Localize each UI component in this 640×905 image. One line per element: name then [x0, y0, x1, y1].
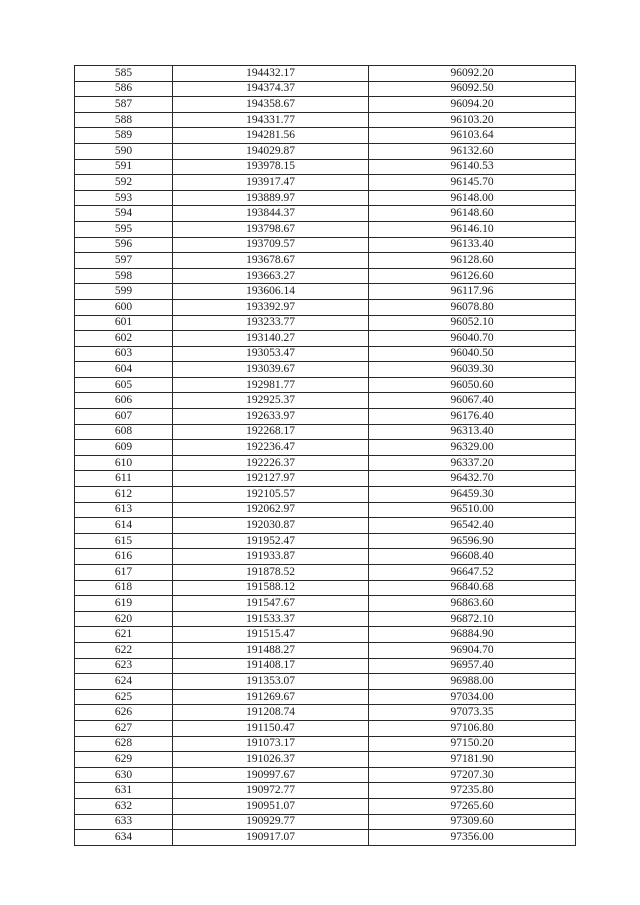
point-number-cell: 614	[75, 518, 173, 534]
table-row	[75, 580, 576, 596]
x-coordinate-cell: 191073.17	[173, 736, 369, 752]
x-coordinate-cell: 194281.56	[173, 128, 369, 144]
point-number-cell: 617	[75, 565, 173, 581]
point-number-cell: 593	[75, 190, 173, 206]
y-coordinate-cell: 96092.20	[369, 66, 576, 82]
point-number-cell: 603	[75, 346, 173, 362]
x-coordinate-cell: 191878.52	[173, 565, 369, 581]
table-row	[75, 689, 576, 705]
x-coordinate-cell: 194432.17	[173, 66, 369, 82]
point-number-cell: 629	[75, 752, 173, 768]
y-coordinate-cell: 96647.52	[369, 565, 576, 581]
table-row	[75, 299, 576, 315]
y-coordinate-cell: 96432.70	[369, 471, 576, 487]
y-coordinate-cell: 96078.80	[369, 299, 576, 315]
x-coordinate-cell: 193798.67	[173, 221, 369, 237]
table-row	[75, 471, 576, 487]
x-coordinate-cell: 191515.47	[173, 627, 369, 643]
y-coordinate-cell: 96596.90	[369, 533, 576, 549]
table-row	[75, 268, 576, 284]
y-coordinate-cell: 96050.60	[369, 377, 576, 393]
table-row	[75, 658, 576, 674]
y-coordinate-cell: 96145.70	[369, 175, 576, 191]
point-number-cell: 595	[75, 221, 173, 237]
point-number-cell: 620	[75, 611, 173, 627]
x-coordinate-cell: 190997.67	[173, 767, 369, 783]
y-coordinate-cell: 96542.40	[369, 518, 576, 534]
x-coordinate-cell: 192633.97	[173, 409, 369, 425]
y-coordinate-cell: 96052.10	[369, 315, 576, 331]
y-coordinate-cell: 96103.20	[369, 112, 576, 128]
x-coordinate-cell: 191588.12	[173, 580, 369, 596]
y-coordinate-cell: 96092.50	[369, 81, 576, 97]
point-number-cell: 618	[75, 580, 173, 596]
point-number-cell: 606	[75, 393, 173, 409]
point-number-cell: 633	[75, 814, 173, 830]
table-row	[75, 175, 576, 191]
x-coordinate-cell: 190972.77	[173, 783, 369, 799]
x-coordinate-cell: 194029.87	[173, 143, 369, 159]
y-coordinate-cell: 96337.20	[369, 455, 576, 471]
point-number-cell: 596	[75, 237, 173, 253]
table-row	[75, 565, 576, 581]
y-coordinate-cell: 96117.96	[369, 284, 576, 300]
x-coordinate-cell: 193917.47	[173, 175, 369, 191]
x-coordinate-cell: 191533.37	[173, 611, 369, 627]
point-number-cell: 594	[75, 206, 173, 222]
y-coordinate-cell: 97235.80	[369, 783, 576, 799]
y-coordinate-cell: 96040.70	[369, 331, 576, 347]
y-coordinate-cell: 96863.60	[369, 596, 576, 612]
point-number-cell: 592	[75, 175, 173, 191]
table-row	[75, 720, 576, 736]
y-coordinate-cell: 96126.60	[369, 268, 576, 284]
point-number-cell: 624	[75, 674, 173, 690]
point-number-cell: 609	[75, 440, 173, 456]
x-coordinate-cell: 194331.77	[173, 112, 369, 128]
x-coordinate-cell: 193233.77	[173, 315, 369, 331]
y-coordinate-cell: 96039.30	[369, 362, 576, 378]
x-coordinate-cell: 191353.07	[173, 674, 369, 690]
y-coordinate-cell: 96094.20	[369, 97, 576, 113]
table-row	[75, 440, 576, 456]
y-coordinate-cell: 96904.70	[369, 642, 576, 658]
x-coordinate-cell: 191952.47	[173, 533, 369, 549]
table-row	[75, 253, 576, 269]
x-coordinate-cell: 192105.57	[173, 487, 369, 503]
x-coordinate-cell: 194374.37	[173, 81, 369, 97]
x-coordinate-cell: 193978.15	[173, 159, 369, 175]
table-row	[75, 362, 576, 378]
point-number-cell: 625	[75, 689, 173, 705]
point-number-cell: 623	[75, 658, 173, 674]
y-coordinate-cell: 96103.64	[369, 128, 576, 144]
table-row	[75, 284, 576, 300]
coordinate-table-body	[75, 66, 576, 846]
point-number-cell: 585	[75, 66, 173, 82]
y-coordinate-cell: 96140.53	[369, 159, 576, 175]
table-row	[75, 221, 576, 237]
point-number-cell: 630	[75, 767, 173, 783]
table-row	[75, 736, 576, 752]
table-row	[75, 315, 576, 331]
table-row	[75, 814, 576, 830]
table-row	[75, 549, 576, 565]
point-number-cell: 627	[75, 720, 173, 736]
y-coordinate-cell: 97181.90	[369, 752, 576, 768]
x-coordinate-cell: 193140.27	[173, 331, 369, 347]
y-coordinate-cell: 97073.35	[369, 705, 576, 721]
table-row	[75, 752, 576, 768]
point-number-cell: 589	[75, 128, 173, 144]
table-row	[75, 611, 576, 627]
point-number-cell: 591	[75, 159, 173, 175]
y-coordinate-cell: 97150.20	[369, 736, 576, 752]
x-coordinate-cell: 192127.97	[173, 471, 369, 487]
table-row	[75, 393, 576, 409]
x-coordinate-cell: 193709.57	[173, 237, 369, 253]
point-number-cell: 607	[75, 409, 173, 425]
x-coordinate-cell: 190951.07	[173, 798, 369, 814]
table-row	[75, 331, 576, 347]
x-coordinate-cell: 191150.47	[173, 720, 369, 736]
point-number-cell: 586	[75, 81, 173, 97]
point-number-cell: 600	[75, 299, 173, 315]
x-coordinate-cell: 191547.67	[173, 596, 369, 612]
y-coordinate-cell: 96132.60	[369, 143, 576, 159]
point-number-cell: 587	[75, 97, 173, 113]
y-coordinate-cell: 96067.40	[369, 393, 576, 409]
table-row	[75, 237, 576, 253]
y-coordinate-cell: 97207.30	[369, 767, 576, 783]
point-number-cell: 622	[75, 642, 173, 658]
x-coordinate-cell: 193889.97	[173, 190, 369, 206]
point-number-cell: 604	[75, 362, 173, 378]
y-coordinate-cell: 97106.80	[369, 720, 576, 736]
x-coordinate-cell: 194358.67	[173, 97, 369, 113]
point-number-cell: 598	[75, 268, 173, 284]
x-coordinate-cell: 192226.37	[173, 455, 369, 471]
table-row	[75, 533, 576, 549]
point-number-cell: 602	[75, 331, 173, 347]
x-coordinate-cell: 191488.27	[173, 642, 369, 658]
x-coordinate-cell: 191269.67	[173, 689, 369, 705]
point-number-cell: 619	[75, 596, 173, 612]
y-coordinate-cell: 96313.40	[369, 424, 576, 440]
x-coordinate-cell: 192062.97	[173, 502, 369, 518]
point-number-cell: 613	[75, 502, 173, 518]
point-number-cell: 626	[75, 705, 173, 721]
y-coordinate-cell: 96840.68	[369, 580, 576, 596]
y-coordinate-cell: 96148.00	[369, 190, 576, 206]
table-row	[75, 627, 576, 643]
table-row	[75, 346, 576, 362]
x-coordinate-cell: 193392.97	[173, 299, 369, 315]
table-row	[75, 642, 576, 658]
y-coordinate-cell: 97309.60	[369, 814, 576, 830]
table-row	[75, 798, 576, 814]
y-coordinate-cell: 96510.00	[369, 502, 576, 518]
x-coordinate-cell: 191933.87	[173, 549, 369, 565]
table-row	[75, 455, 576, 471]
y-coordinate-cell: 96872.10	[369, 611, 576, 627]
table-row	[75, 502, 576, 518]
table-row	[75, 409, 576, 425]
table-row	[75, 190, 576, 206]
x-coordinate-cell: 193844.37	[173, 206, 369, 222]
table-row	[75, 830, 576, 846]
y-coordinate-cell: 97265.60	[369, 798, 576, 814]
point-number-cell: 611	[75, 471, 173, 487]
point-number-cell: 632	[75, 798, 173, 814]
table-row	[75, 112, 576, 128]
table-row	[75, 424, 576, 440]
coordinate-table	[74, 65, 576, 846]
x-coordinate-cell: 192981.77	[173, 377, 369, 393]
point-number-cell: 615	[75, 533, 173, 549]
point-number-cell: 590	[75, 143, 173, 159]
point-number-cell: 612	[75, 487, 173, 503]
table-row	[75, 128, 576, 144]
table-row	[75, 783, 576, 799]
y-coordinate-cell: 96329.00	[369, 440, 576, 456]
y-coordinate-cell: 96988.00	[369, 674, 576, 690]
table-row	[75, 377, 576, 393]
x-coordinate-cell: 193039.67	[173, 362, 369, 378]
y-coordinate-cell: 97356.00	[369, 830, 576, 846]
x-coordinate-cell: 193663.27	[173, 268, 369, 284]
point-number-cell: 597	[75, 253, 173, 269]
x-coordinate-cell: 193053.47	[173, 346, 369, 362]
y-coordinate-cell: 96128.60	[369, 253, 576, 269]
table-row	[75, 596, 576, 612]
y-coordinate-cell: 96146.10	[369, 221, 576, 237]
table-row	[75, 674, 576, 690]
y-coordinate-cell: 96459.30	[369, 487, 576, 503]
point-number-cell: 621	[75, 627, 173, 643]
y-coordinate-cell: 96957.40	[369, 658, 576, 674]
table-row	[75, 487, 576, 503]
table-row	[75, 81, 576, 97]
point-number-cell: 631	[75, 783, 173, 799]
y-coordinate-cell: 96176.40	[369, 409, 576, 425]
point-number-cell: 634	[75, 830, 173, 846]
table-row	[75, 97, 576, 113]
y-coordinate-cell: 96608.40	[369, 549, 576, 565]
x-coordinate-cell: 192236.47	[173, 440, 369, 456]
point-number-cell: 616	[75, 549, 173, 565]
y-coordinate-cell: 96148.60	[369, 206, 576, 222]
x-coordinate-cell: 190917.07	[173, 830, 369, 846]
table-row	[75, 66, 576, 82]
point-number-cell: 601	[75, 315, 173, 331]
table-row	[75, 143, 576, 159]
y-coordinate-cell: 96133.40	[369, 237, 576, 253]
point-number-cell: 588	[75, 112, 173, 128]
x-coordinate-cell: 193606.14	[173, 284, 369, 300]
table-row	[75, 767, 576, 783]
x-coordinate-cell: 191026.37	[173, 752, 369, 768]
x-coordinate-cell: 192925.37	[173, 393, 369, 409]
point-number-cell: 608	[75, 424, 173, 440]
x-coordinate-cell: 192030.87	[173, 518, 369, 534]
y-coordinate-cell: 96884.90	[369, 627, 576, 643]
x-coordinate-cell: 193678.67	[173, 253, 369, 269]
x-coordinate-cell: 190929.77	[173, 814, 369, 830]
point-number-cell: 605	[75, 377, 173, 393]
table-row	[75, 705, 576, 721]
x-coordinate-cell: 192268.17	[173, 424, 369, 440]
point-number-cell: 628	[75, 736, 173, 752]
point-number-cell: 599	[75, 284, 173, 300]
y-coordinate-cell: 97034.00	[369, 689, 576, 705]
x-coordinate-cell: 191208.74	[173, 705, 369, 721]
point-number-cell: 610	[75, 455, 173, 471]
y-coordinate-cell: 96040.50	[369, 346, 576, 362]
table-row	[75, 159, 576, 175]
table-row	[75, 518, 576, 534]
table-row	[75, 206, 576, 222]
x-coordinate-cell: 191408.17	[173, 658, 369, 674]
